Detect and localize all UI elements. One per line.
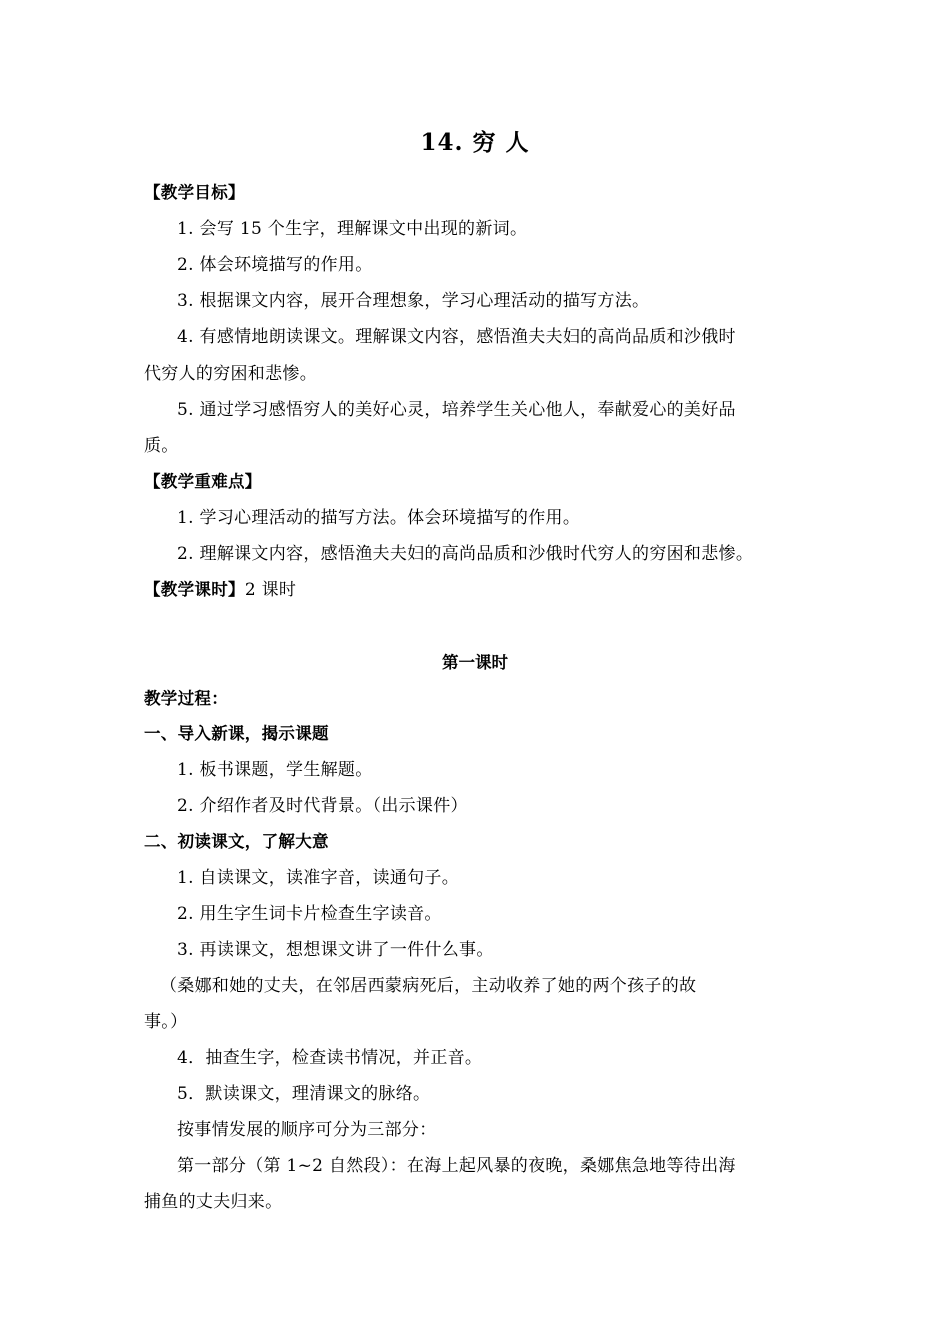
objective-item: 5. 通过学习感悟穷人的美好心灵，培养学生关心他人，奉献爱心的美好品: [177, 400, 736, 420]
objective-item: 3. 根据课文内容，展开合理想象，学习心理活动的描写方法。: [177, 291, 650, 311]
key-point-item: 1. 学习心理活动的描写方法。体会环境描写的作用。: [177, 508, 581, 528]
section2-item: 2. 用生字生词卡片检查生字读音。: [177, 904, 442, 924]
section1-item: 2. 介绍作者及时代背景。（出示课件）: [177, 796, 468, 816]
objective-item-continuation: 质。: [144, 436, 179, 456]
section2-answer-continuation: 事。）: [144, 1012, 188, 1032]
process-label: 教学过程：: [144, 689, 228, 708]
key-point-item: 2. 理解课文内容，感悟渔夫夫妇的高尚品质和沙俄时代穷人的穷困和悲惨。: [177, 544, 754, 564]
class-hours-heading: 【教学课时】: [144, 580, 245, 599]
objective-item: 4. 有感情地朗读课文。理解课文内容，感悟渔夫夫妇的高尚品质和沙俄时: [177, 327, 736, 347]
section2-paragraph: 第一部分（第 1~2 自然段）：在海上起风暴的夜晚，桑娜焦急地等待出海: [177, 1156, 736, 1176]
section2-paragraph-continuation: 捕鱼的丈夫归来。: [144, 1192, 283, 1212]
section1-item: 1. 板书课题，学生解题。: [177, 760, 373, 780]
class-hours: [144, 578, 296, 602]
section2-answer: （桑娜和她的丈夫，在邻居西蒙病死后，主动收养了她的两个孩子的故: [160, 976, 697, 996]
section2-item: 5．默读课文，理清课文的脉络。: [177, 1084, 431, 1104]
objective-item-continuation: 代穷人的穷困和悲惨。: [144, 364, 317, 384]
objective-item: 1. 会写 15 个生字，理解课文中出现的新词。: [177, 219, 528, 239]
section2-item: 3. 再读课文，想想课文讲了一件什么事。: [177, 940, 494, 960]
section2-item: 1. 自读课文，读准字音，读通句子。: [177, 868, 460, 888]
section2-heading: 二、初读课文，了解大意: [144, 832, 329, 851]
class-hours-value: 2 课时: [244, 580, 297, 600]
section2-paragraph: 按事情发展的顺序可分为三部分：: [177, 1120, 437, 1140]
lesson-one-title: 第一课时: [442, 653, 508, 672]
objectives-heading: 【教学目标】: [144, 183, 245, 202]
document-title: 14. 穷 人: [420, 129, 530, 156]
objective-item: 2. 体会环境描写的作用。: [177, 255, 373, 275]
key-points-heading: 【教学重难点】: [144, 472, 262, 491]
section1-heading: 一、导入新课，揭示课题: [144, 724, 329, 743]
section2-item: 4．抽查生字，检查读书情况，并正音。: [177, 1048, 483, 1068]
